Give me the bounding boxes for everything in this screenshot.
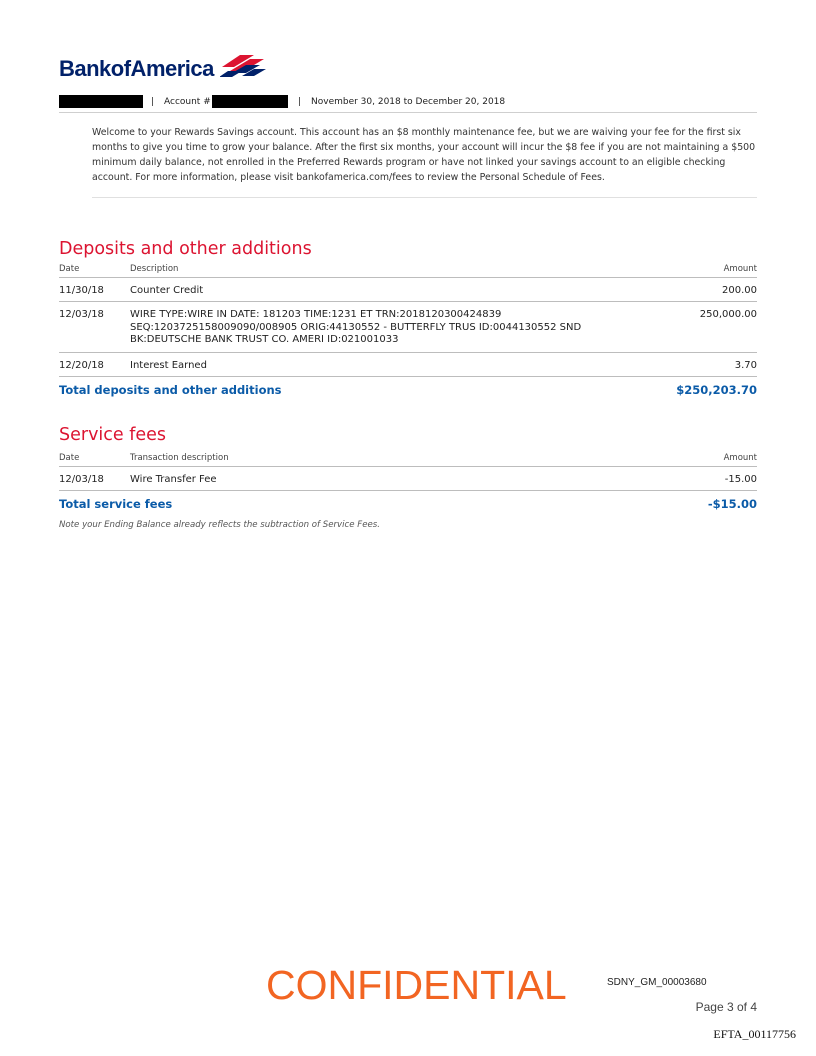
divider (92, 197, 757, 198)
col-amount: Amount (723, 453, 757, 463)
col-date: Date (59, 264, 80, 274)
account-header-line (59, 95, 757, 113)
col-description: Transaction description (130, 453, 229, 463)
flag-icon (220, 54, 268, 82)
row-amount: 3.70 (734, 360, 757, 371)
table-row (59, 302, 757, 353)
total-amount: -$15.00 (707, 497, 757, 511)
row-description: Counter Credit (130, 285, 204, 296)
table-row (59, 467, 757, 491)
total-amount: $250,203.70 (676, 383, 757, 397)
table-row (59, 278, 757, 302)
col-amount: Amount (723, 264, 757, 274)
redaction-bar (59, 95, 143, 108)
row-description: Wire Transfer Fee (130, 474, 217, 485)
deposits-total-row (59, 377, 757, 401)
statement-period: November 30, 2018 to December 20, 2018 (311, 97, 506, 107)
confidential-stamp: CONFIDENTIAL (266, 962, 567, 1008)
page-number: Page 3 of 4 (695, 1000, 757, 1014)
service-fees-title: Service fees (59, 425, 167, 445)
service-fees-total-row (59, 491, 757, 515)
separator: | (298, 97, 302, 107)
total-label: Total service fees (59, 497, 173, 511)
service-fees-table (59, 451, 757, 515)
table-header (59, 262, 757, 278)
col-date: Date (59, 453, 80, 463)
welcome-message: Welcome to your Rewards Savings account. This account has an $8 monthly maintenance fee, but we are waiving your fee for the first six months to give you time to grow your balance. After the first six months, your account will incur the $8 fee if you are not maintaining a $500 minimum daily balance, not enrolled in the Preferred Rewards program or have not linked your savings account to an eligible checking account. For more information, please visit bankofamerica.com/fees to review the Personal Schedule of Fees. (92, 127, 756, 183)
row-date: 12/03/18 (59, 474, 104, 485)
separator: | (151, 97, 155, 107)
account-label: Account # (164, 97, 211, 107)
row-date: 12/20/18 (59, 360, 104, 371)
deposits-title: Deposits and other additions (59, 239, 312, 259)
row-date: 11/30/18 (59, 285, 104, 296)
col-description: Description (130, 264, 179, 274)
total-label: Total deposits and other additions (59, 383, 282, 397)
table-header (59, 451, 757, 467)
service-fees-note: Note your Ending Balance already reflects the subtraction of Service Fees. (59, 520, 380, 530)
redaction-bar (212, 95, 288, 108)
bates-number: SDNY_GM_00003680 (607, 977, 707, 988)
row-date: 12/03/18 (59, 309, 104, 320)
row-amount: 250,000.00 (699, 309, 757, 320)
row-description: Interest Earned (130, 360, 207, 371)
row-amount: 200.00 (722, 285, 757, 296)
efta-number: EFTA_00117756 (713, 1027, 796, 1041)
table-row (59, 353, 757, 377)
row-description: WIRE TYPE:WIRE IN DATE: 181203 TIME:1231 ET TRN:2018120300424839 SEQ:1203725158009090/008905 ORIG:44130552 - BUTTERFLY TRUS ID:0044130552 SND BK:DEUTSCHE BANK TRUST CO. AMERI ID:021001033 (130, 309, 582, 345)
row-amount: -15.00 (724, 474, 757, 485)
logo-wordmark: BankofAmerica (59, 56, 214, 81)
bank-logo (59, 56, 268, 82)
deposits-table (59, 262, 757, 401)
